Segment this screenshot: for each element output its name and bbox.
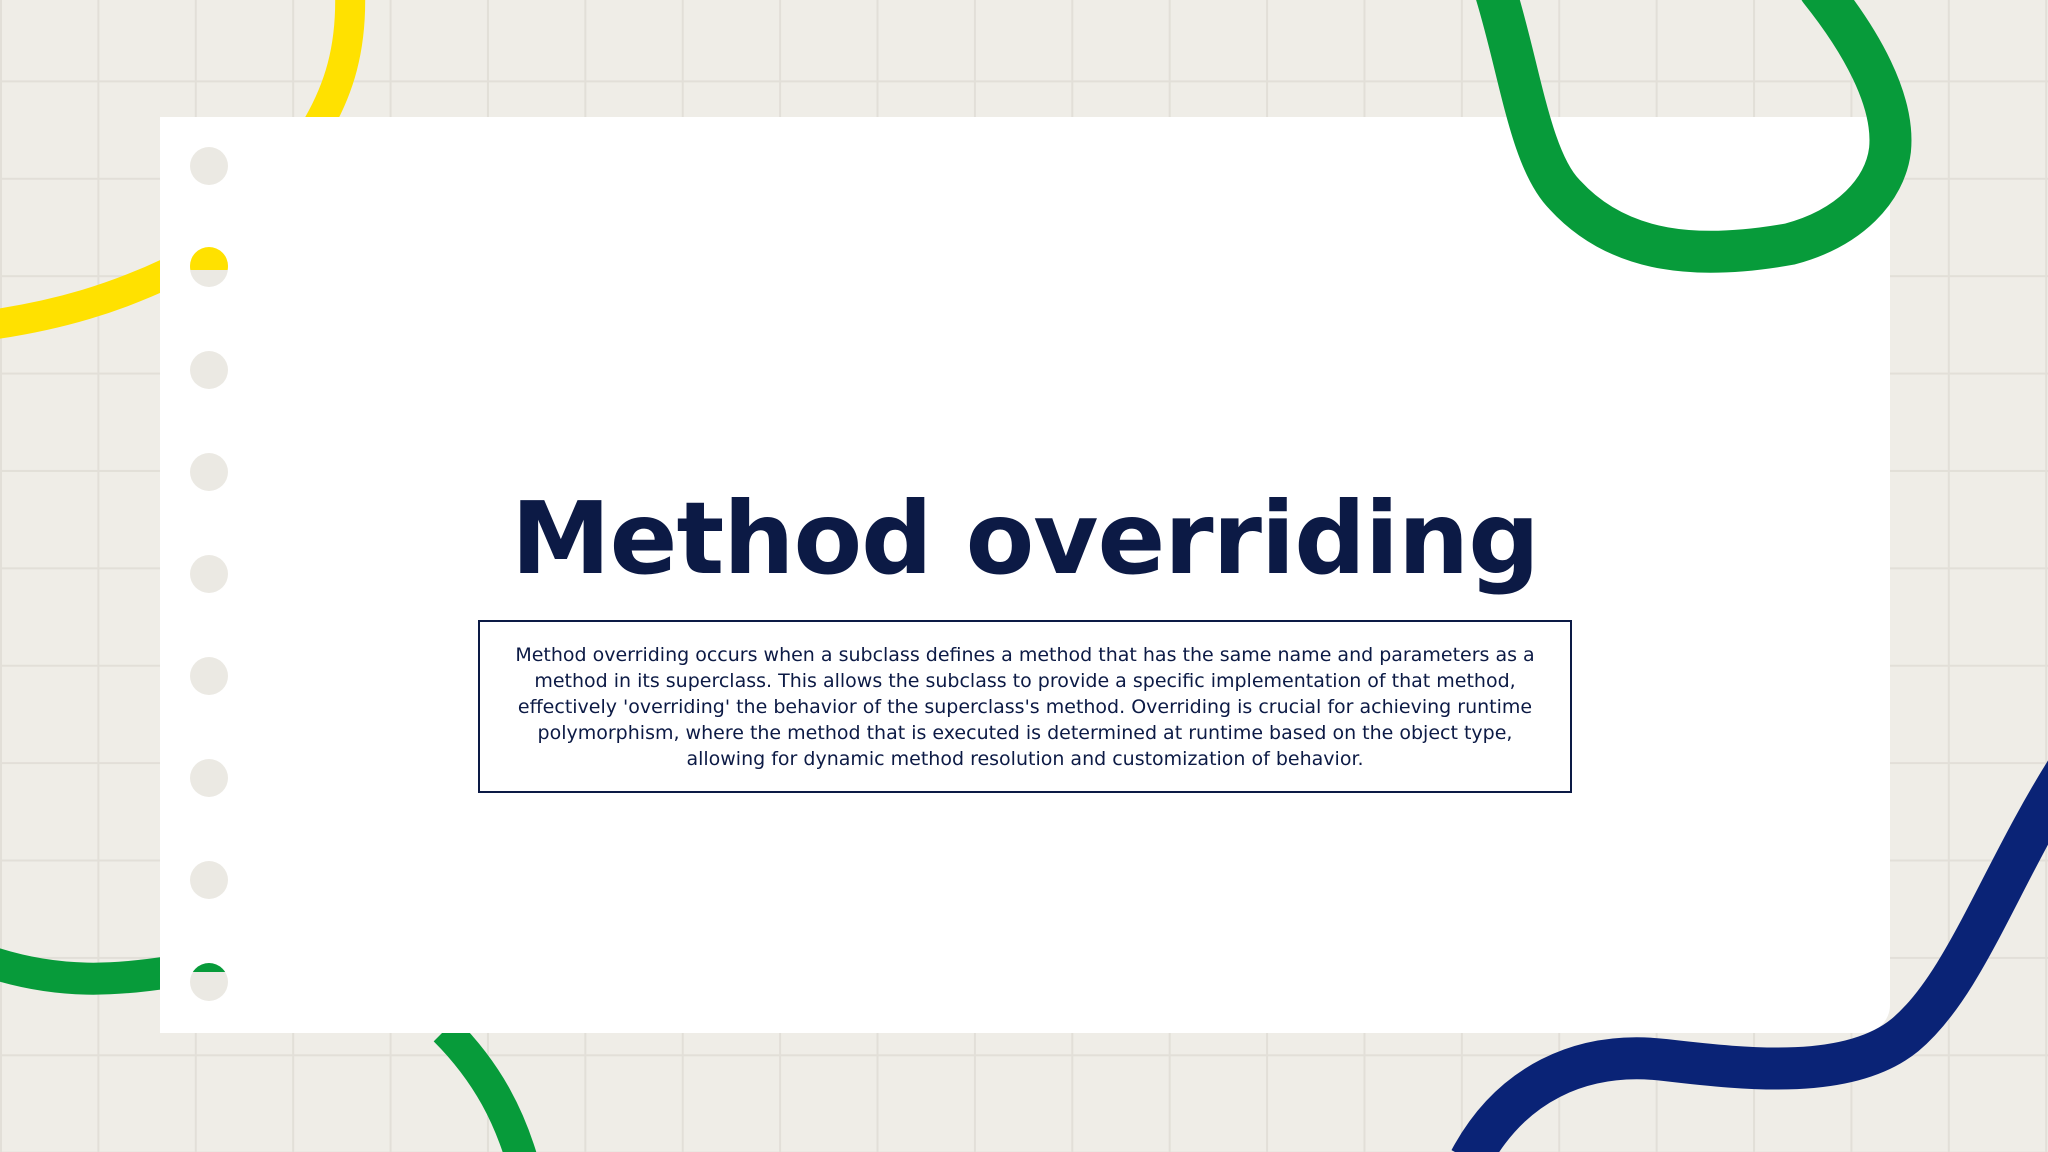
binder-hole — [190, 759, 228, 797]
green-squiggle-bottom — [445, 1030, 522, 1152]
notebook-card — [160, 117, 1890, 1033]
description-text: Method overriding occurs when a subclass defines a method that has the same name and parameters as a method in its superclass. This allows the subclass to provide a specific implementation of that method, effectively 'overriding' the behavior of the superclass's method. Overriding is crucial for achieving runtime polymorphism, where the method that is executed is determined at runtime based on the object type, allowing for dynamic method resolution and customization of behavior. — [515, 643, 1535, 770]
binder-hole — [190, 351, 228, 389]
description-box — [478, 620, 1572, 793]
binder-hole — [190, 657, 228, 695]
yellow-squiggle-left — [0, 272, 170, 325]
yellow-squiggle-top — [318, 0, 350, 125]
slide-title: Method overriding — [511, 480, 1539, 597]
binder-hole — [190, 963, 228, 1001]
binder-hole — [190, 249, 228, 287]
green-squiggle-left — [0, 962, 170, 979]
binder-hole — [190, 861, 228, 899]
binder-hole — [190, 147, 228, 185]
